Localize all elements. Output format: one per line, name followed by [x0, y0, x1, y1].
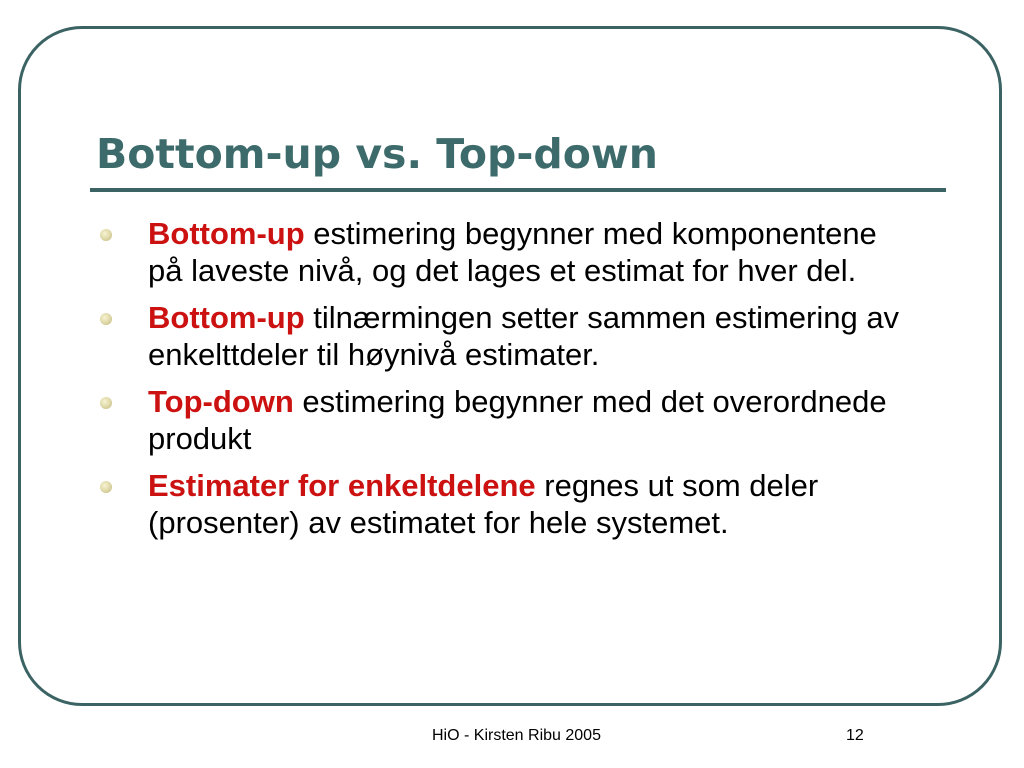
slide-title: Bottom-up vs. Top-down: [96, 130, 658, 178]
bullet-text: estimering begynner med komponentene på laveste nivå, og det lages et estimat for hver del.: [148, 216, 877, 288]
slide-number: 12: [846, 727, 864, 744]
bullet-dot-icon: [100, 481, 112, 493]
bullet-dot-icon: [100, 313, 112, 325]
bullet-keyword: Estimater for enkeltdelene: [148, 468, 536, 503]
bullet-keyword: Bottom-up: [148, 300, 305, 335]
bullet-keyword: Top-down: [148, 384, 294, 419]
bullet-keyword: Bottom-up: [148, 216, 305, 251]
bullet-text: estimering begynner med det overordnede produkt: [148, 384, 887, 456]
bullet-item: [96, 383, 916, 457]
footer-author: HiO - Kirsten Ribu 2005: [432, 727, 601, 744]
bullet-item: [96, 467, 916, 541]
bullet-text: tilnærmingen setter sammen estimering av enkelttdeler til høynivå estimater.: [148, 300, 900, 372]
bullet-list: [96, 215, 916, 551]
bullet-dot-icon: [100, 397, 112, 409]
bullet-item: [96, 299, 916, 373]
bullet-text: regnes ut som deler (prosenter) av estimatet for hele systemet.: [148, 468, 819, 540]
bullet-dot-icon: [100, 229, 112, 241]
bullet-item: [96, 215, 916, 289]
title-divider: [90, 188, 946, 192]
